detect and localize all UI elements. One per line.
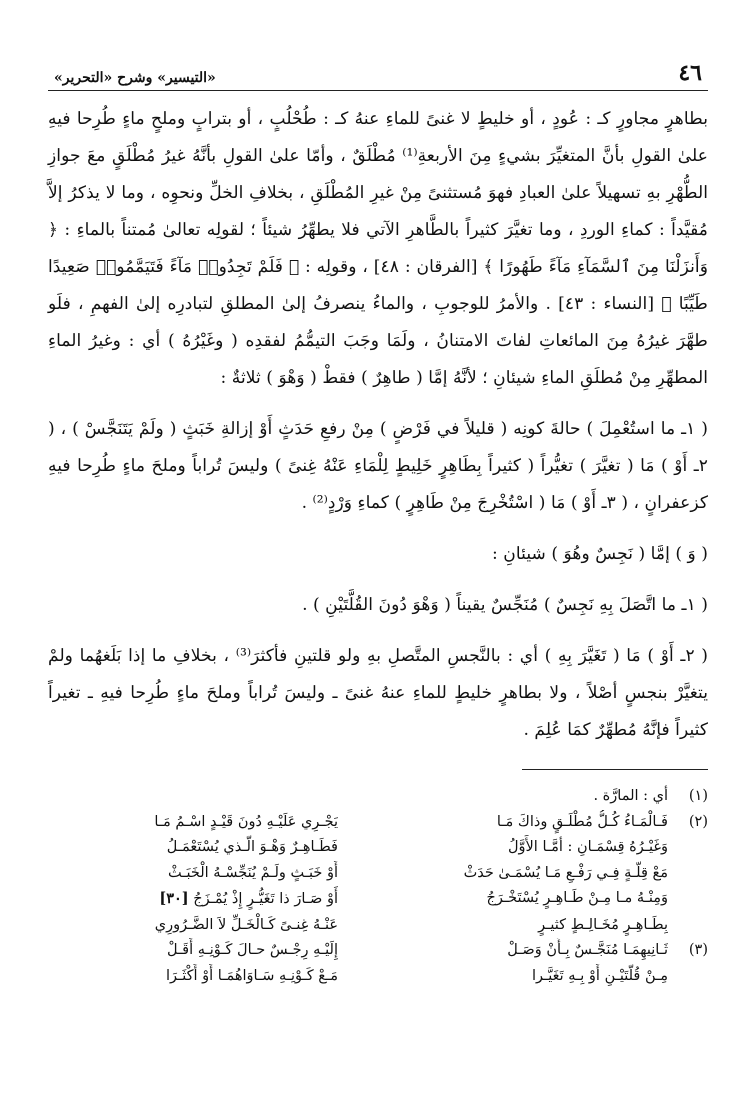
page	[48, 52, 708, 989]
verse-hemistich: مِـنْ قُلَّتَيْـنِ أَوْ بِـهِ تَغَيَّـرا	[531, 967, 668, 984]
footnote-divider	[522, 769, 708, 770]
verse-hemistich: مَعْ قِلَّـةٍ فِـي رَفْـعِ مَـا يُسْمَـىٰ حَدَثْ	[463, 864, 668, 881]
verse-hemistich	[48, 886, 338, 913]
verse-hemistich: فَطَـاهِـرٌ وَهْـوَ الَّـذي يُسْتَعْمَـلُ	[166, 839, 338, 855]
footnote-3	[48, 938, 708, 989]
verse-block	[48, 938, 668, 989]
verse-hemistich: وَغَيْـرُهُ قِسْمَـانِ : أمَّـا الأَوَّلُ	[508, 839, 668, 855]
verse-hemistich: مَـعْ كَـوْنِـهِ سَـاوَاهُمَـا أَوْ أَكْثَـرَا	[165, 967, 338, 984]
paragraph: ( وَ ) إمَّا ( نَجِسٌ وهُوَ ) شيئانِ :	[492, 544, 708, 564]
verse-hemistich: إِلَيْـهِ رِجْـسٌ حـالَ كَـوْنِـهِ أَقَـلْ	[166, 942, 338, 958]
footnote-number: (٣)	[688, 942, 708, 958]
paragraph: بطاهرٍ مجاورٍ كـ : عُودٍ ، أو خليطٍ لا غنىً للماءِ عنهُ كـ : طُحْلُبٍ ، أو بترابٍ وملحٍ ماءٍ طُرِحا فيهِ علىٰ القولِ بأنَّ المتغيِّرَ بشيءٍ مِنَ الأربعةِ⁽¹⁾ مُطْلَقٌ ، وأمّا علىٰ القولِ بأنَّهُ غيرُ مُطْلَقٍ معَ جوازِ الطُّهْرِ بهِ تسهيلاً علىٰ العبادِ فهوَ مُستثنىً مِنْ غيرِ المُطْلَقِ ، بخلافِ الخلِّ ونحوِه ، وما لا يذكرُ إلاَّ مُقيَّداً : كماءِ الوردِ ، وما تغيَّرَ كثيراً بالطَّاهرِ الآتي فلا يطهِّرُ شيئاً ؛ لقولِه تعالىٰ مُمتناً بالماءِ : ﴿ وَأَنزَلْنَا مِنَ ٱلسَّمَآءِ مَآءً طَهُورًا ﴾ [الفرقان : ٤٨] ، وقولِه : ﴿ فَلَمْ تَجِدُوا۟ مَآءً فَتَيَمَّمُوا۟ صَعِيدًا طَيِّبًا ﴾ [النساء : ٤٣] . والأمرُ للوجوبِ ، والماءُ ينصرفُ إلىٰ المطلقِ لتبادرِه إلىٰ الفهمِ ، فلَو طهَّرَ غيرُهُ مِنَ المائعاتِ لفاتَ الامتنانُ ، ولَمَا وجَبَ التيمُّمُ لفقدِه ( وغَيْرُهُ ) أي : وغيرُ الماءِ المطهِّرِ مِنْ مُطلَقِ الماءِ شيئانِ ؛ لأنَّهُ إمَّا ( طاهِرٌ ) فقطْ ( وَهْوَ ) ثلاثةٌ :	[48, 109, 708, 388]
footnote-1	[48, 784, 708, 810]
verse-hemistich: فَـالْمَـاءُ كُـلُّ مُطْلَـقٍ وذاكَ مَـا	[496, 813, 668, 830]
page-header	[48, 52, 708, 91]
verse-hemistich: أَوْ خَبَـثٍ ولَـمْ يُنَجِّسْـهُ الْخَبَـثْ	[167, 864, 338, 881]
paragraph: ( ٢ـ أَوْ ) مَا ( تَغَيَّرَ بِهِ ) أي : بالنَّجسِ المتَّصلِ بهِ ولو قلتينِ فأكثرَ⁽³⁾ ، بخلافِ ما إذا بَلَغهُما ولمْ يتغيَّرْ بنجسٍ أصْلاً ، ولا بطاهرٍ خليطٍ للماءِ عنهُ غنىً ـ وليسَ تُراباً وملحَ ماءٍ طُرِحا فيهِ ـ تغيراً كثيراً فإنَّهُ مُطهِّرٌ كمَا عُلِمَ .	[48, 646, 709, 740]
verse-hemistich: بِطَـاهِـرٍ مُخَـالِـطٍ كثيـرٍ	[538, 916, 668, 933]
verse-hemistich: عَنْـهُ غِنـىً كَـالْخَـلِّ لاَ الضَّـرُورِي	[154, 916, 338, 933]
main-text	[48, 101, 708, 749]
paragraph: ( ١ـ ما استُعْمِلَ ) حالةَ كونِه ( قليلاً في فَرْضٍ ) مِنْ رفعِ حَدَثٍ أَوْ إزالةِ خَبَثٍ ( ولَمْ يَتَنَجَّسْ ) ، ( ٢ـ أَوْ ) مَا ( تغيَّرَ ) تغيُّراً ( كثيراً بِطَاهِرٍ خَلِيطٍ لِلْمَاءِ عَنْهُ غِنىً ) وليسَ تُراباً وملحَ ماءٍ طُرِحا فيهِ كزعفرانٍ ، ( ٣ـ أَوْ ) مَا ( اسْتُخْرِجَ مِنْ طَاهِرٍ ) كماءِ وَرْدٍ⁽²⁾ .	[48, 419, 708, 513]
verse-hemistich: وَمِنْـهُ مـا مِـنْ طَـاهِـرٍ يُسْتَخْـرَجُ	[486, 890, 668, 906]
verse-block	[48, 810, 668, 939]
page-number: ٤٦	[678, 60, 702, 86]
verse-text: أَوْ صَـارَ ذا تَغَيُّـرٍ إِذْ يُمْـزَجُ	[193, 891, 338, 907]
footnote-2	[48, 810, 708, 939]
paragraph: ( ١ـ ما اتَّصَلَ بِهِ نَجِسٌ ) مُنَجِّسٌ يقيناً ( وَهْوَ دُونَ القُلَّتَيْنِ ) .	[302, 595, 708, 615]
footnotes	[48, 784, 708, 989]
footnote-number: (١)	[688, 788, 708, 804]
footnote-number: (٢)	[688, 813, 708, 830]
running-head: «التيسير» وشرح «التحرير»	[54, 70, 216, 86]
verse-hemistich: يَجْـرِي عَلَيْـهِ دُونَ قَيْـدٍ اسْـمُ مَـا	[154, 813, 338, 830]
footnote-text: أي : المارَّة .	[593, 788, 668, 804]
verse-reference: [٣٠]	[159, 890, 189, 907]
verse-hemistich: ثَـانِيهِمَـا مُنَجَّـسٌ بِـأَنْ وَصَـلْ	[507, 942, 668, 958]
